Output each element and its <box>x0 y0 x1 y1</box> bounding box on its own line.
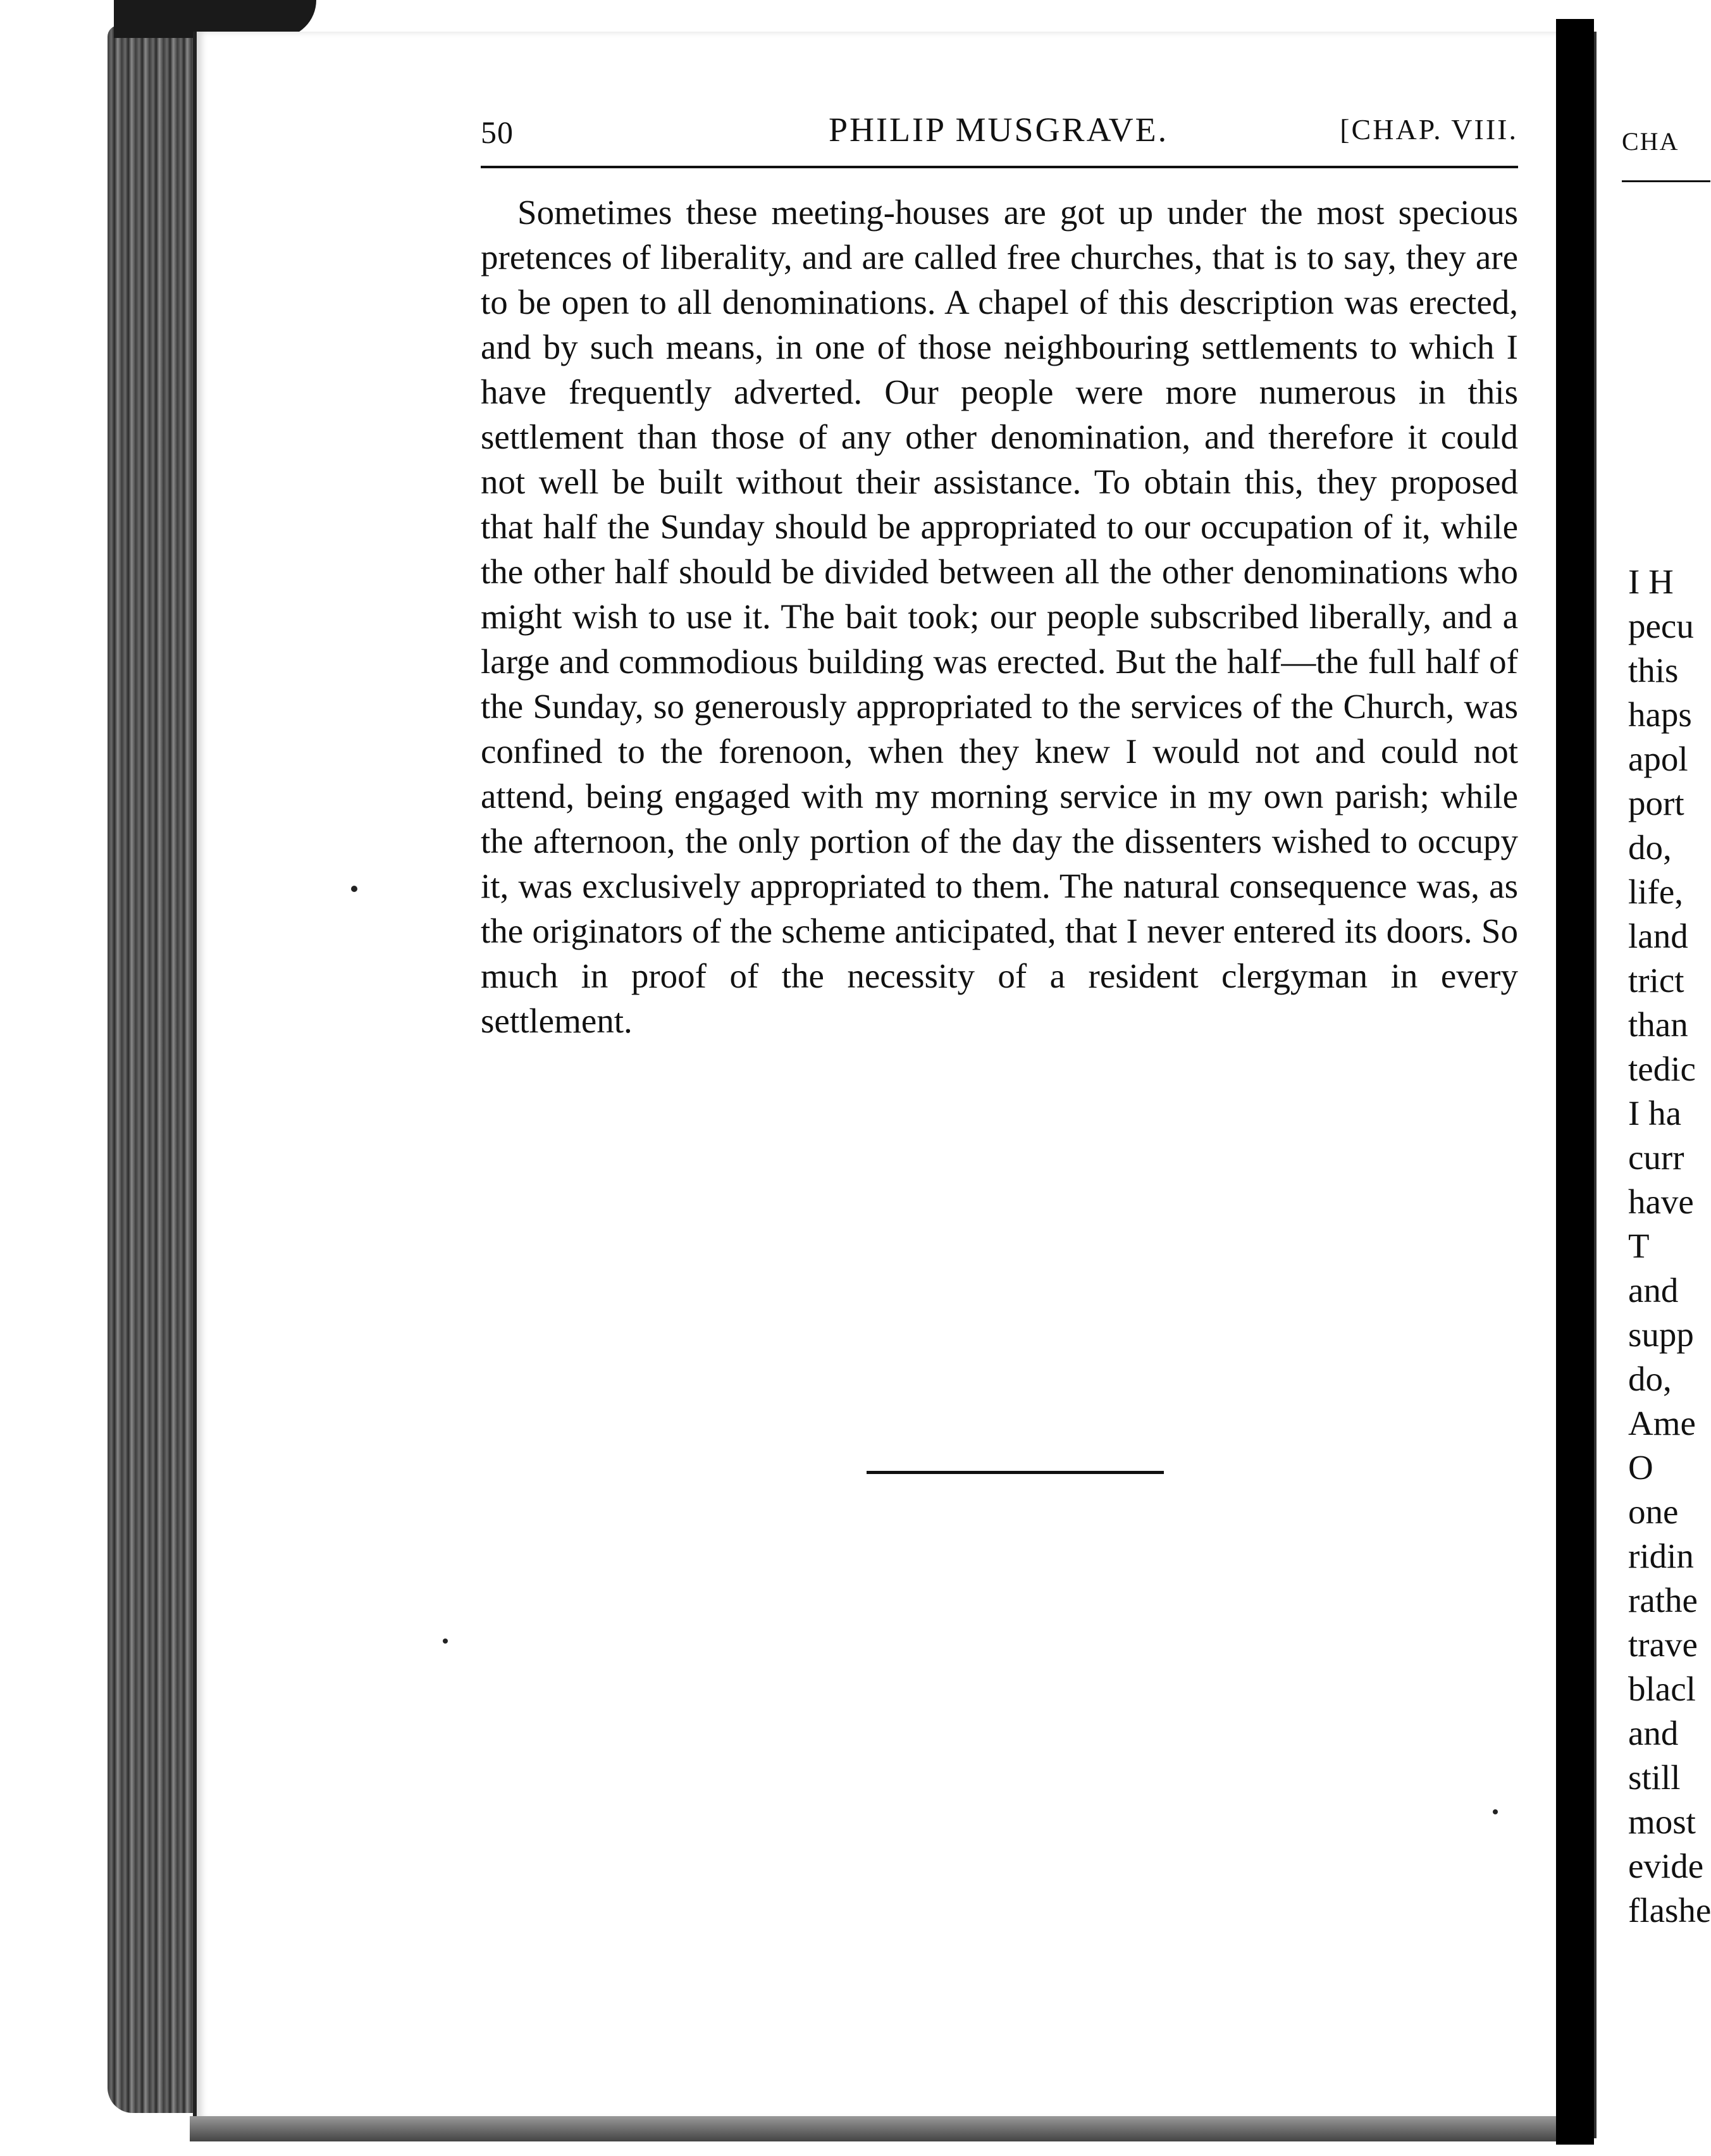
next-page-line: Ame <box>1628 1404 1696 1442</box>
next-page-line: tedic <box>1628 1050 1696 1088</box>
next-page-line: O <box>1628 1448 1653 1487</box>
next-page-line: have <box>1628 1182 1694 1221</box>
next-page-line: apol <box>1628 740 1688 778</box>
page-number: 50 <box>481 115 514 150</box>
speck <box>351 886 357 892</box>
next-page-line: than <box>1628 1005 1688 1044</box>
next-page-line: most <box>1628 1802 1696 1841</box>
next-page-line: and <box>1628 1271 1679 1310</box>
page-stack-edge <box>108 25 196 2113</box>
running-title: PHILIP MUSGRAVE. <box>829 111 1169 149</box>
next-page-line: I ha <box>1628 1094 1681 1132</box>
next-page-line: I H <box>1628 562 1674 601</box>
speck <box>443 1639 448 1644</box>
speck <box>1493 1809 1498 1814</box>
page-bottom-edge <box>190 2116 1562 2141</box>
next-page-header-rule <box>1622 180 1710 182</box>
chapter-label: [CHAP. VIII. <box>1340 113 1518 146</box>
next-page-line: flashe <box>1628 1891 1711 1930</box>
header-rule <box>481 166 1518 168</box>
next-page-line: supp <box>1628 1315 1694 1354</box>
next-page-line: one <box>1628 1492 1679 1531</box>
next-page-line: and <box>1628 1714 1679 1752</box>
running-head <box>481 111 1518 164</box>
next-page-line: port <box>1628 784 1684 822</box>
next-page-line: trict <box>1628 961 1684 1000</box>
next-page-line: land <box>1628 917 1688 955</box>
next-page-line: this <box>1628 651 1679 690</box>
next-page-line: T <box>1628 1227 1650 1265</box>
next-page-line: do, <box>1628 1360 1672 1398</box>
paragraph: Sometimes these meeting-houses are got up under the most specious pretences of liberality, and are called free churches, that is to say, they are to be open to all denominations. A chapel of this description was erected, and by such means, in one of those neighbouring settlements to which I have frequently adverted. Our people were more numerous in this settlement than those of any other denomination, and therefore it could not well be built without their assistance. To obtain this, they proposed that half the Sunday should be appropriated to our occupation of it, while the other half should be divided between all the other denominations who might wish to use it. The bait took; our people subscribed liberally, and a large and commodious building was erected. But the half—the full half of the Sunday, so generously appropriated to the services of the Church, was confined to the forenoon, when they knew I would not and could not attend, being engaged with my morning service in my own parish; while the afternoon, the only portion of the day the dissenters wished to occupy it, was exclusively appropriated to them. The natural consequence was, as the originators of the scheme anticipated, that I never entered its doors. So much in proof of the necessity of a resident clergyman in every settlement. <box>481 193 1518 1040</box>
next-page-line: life, <box>1628 872 1684 911</box>
next-page-line: evide <box>1628 1847 1704 1885</box>
next-page-line: curr <box>1628 1138 1684 1177</box>
next-page-line: do, <box>1628 828 1672 867</box>
next-page-line: blacl <box>1628 1670 1696 1708</box>
next-page-line: ridin <box>1628 1537 1694 1575</box>
body-text <box>481 190 1518 1043</box>
next-page-running-head: CHA <box>1622 127 1679 156</box>
next-page-line: rathe <box>1628 1581 1698 1620</box>
next-page-line: still <box>1628 1758 1681 1797</box>
section-end-rule <box>867 1471 1164 1474</box>
next-page <box>1594 32 1711 2138</box>
page-gutter <box>1556 19 1594 2145</box>
next-page-line: haps <box>1628 695 1692 734</box>
next-page-line: pecu <box>1628 607 1694 645</box>
next-page-text <box>1628 560 1711 1933</box>
next-page-line: trave <box>1628 1625 1698 1664</box>
